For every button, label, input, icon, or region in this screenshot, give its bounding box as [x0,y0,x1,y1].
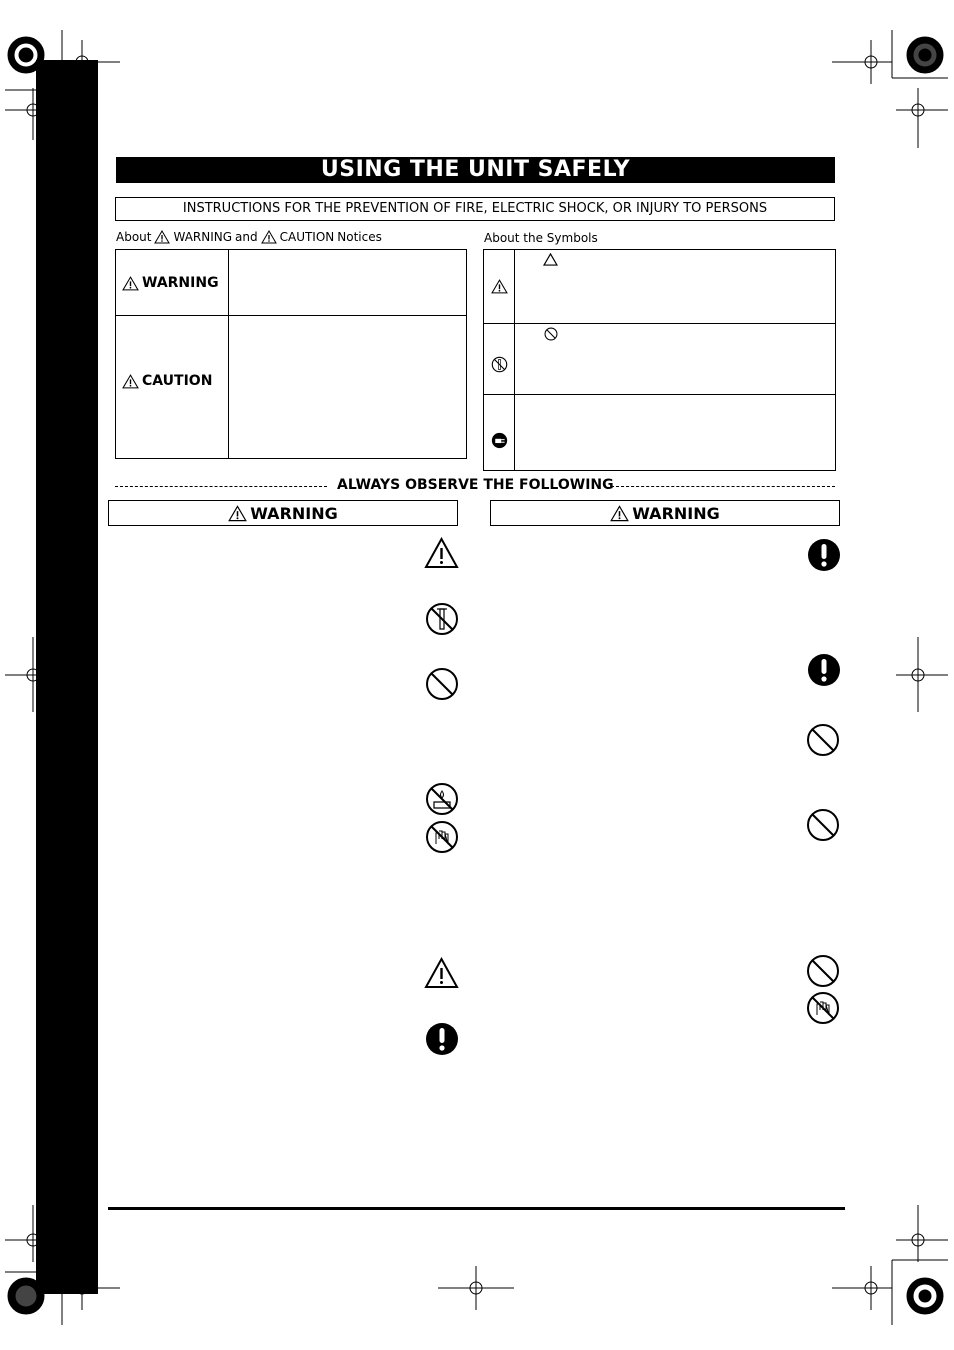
small-triangle-icon [543,253,558,266]
mandatory-icon [807,653,841,687]
symbols-table [483,249,836,471]
mandatory-icon [425,1022,459,1056]
mandatory-icon [807,538,841,572]
notices-heading-prefix: About [116,230,152,244]
warning-triangle-icon [154,230,170,244]
warning-triangle-icon [491,279,508,294]
caution-notice-label [122,373,212,389]
warning-triangle-icon [122,276,139,291]
warning-notice-label [122,275,219,291]
notices-heading-suffix: Notices [337,230,382,244]
right-warning-header-text: WARNING [632,503,720,523]
no-water-icon [425,782,459,816]
symbols-heading: About the Symbols [484,231,598,245]
notices-table [115,249,467,459]
no-disassemble-icon [425,602,459,636]
caution-notice-text: CAUTION [142,373,213,389]
no-disassemble-icon [491,356,508,373]
left-warning-header [108,500,458,526]
notices-heading-caution: CAUTION [279,230,335,244]
small-prohibited-icon [544,327,558,341]
warning-triangle-icon [261,230,277,244]
left-warning-header-text: WARNING [250,503,338,523]
notices-heading-warning: WARNING [173,230,233,244]
left-margin-bar [36,60,98,1294]
warning-triangle-icon [610,505,629,522]
warning-triangle-icon [424,957,459,989]
notices-heading-and: and [235,230,258,244]
prohibited-icon [806,954,840,988]
right-warning-header [490,500,840,526]
heading-divider-left [115,486,327,487]
always-observe-heading: ALWAYS OBSERVE THE FOLLOWING [337,477,614,493]
prohibited-icon [425,667,459,701]
no-wet-hands-icon [425,820,459,854]
unplug-icon [491,432,508,449]
page-subtitle: INSTRUCTIONS FOR THE PREVENTION OF FIRE, ELECTRIC SHOCK, OR INJURY TO PERSONS [115,197,835,221]
bottom-rule [108,1207,845,1210]
notices-heading [116,229,382,245]
warning-triangle-icon [122,374,139,389]
prohibited-icon [806,808,840,842]
no-wet-hands-icon [806,991,840,1025]
warning-triangle-icon [424,537,459,569]
prohibited-icon [806,723,840,757]
heading-divider-right [611,486,835,487]
warning-triangle-icon [228,505,247,522]
page-title: USING THE UNIT SAFELY [116,157,835,183]
warning-notice-text: WARNING [142,275,219,291]
